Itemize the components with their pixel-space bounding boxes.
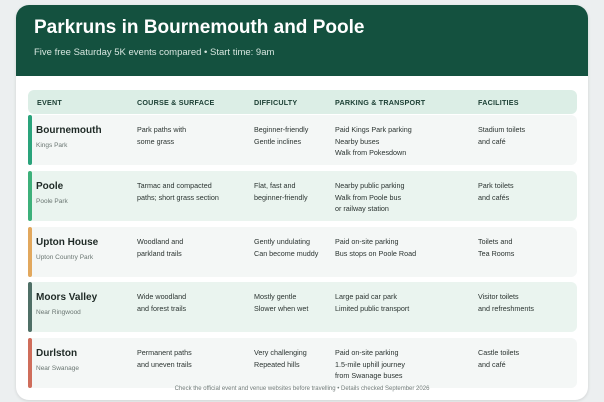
event-location: Kings Park [36,142,68,149]
difficulty-line: Mostly gentle [254,292,297,301]
course-line: Park paths with [137,125,187,134]
course-line: Woodland and [137,237,184,246]
facilities-cell [478,236,514,259]
footer-note: Check the official event and venue websites before travelling • Details checked September 2026 [174,386,430,392]
facilities-cell [478,347,519,370]
column-header-difficulty: DIFFICULTY [254,98,298,107]
course-cell [137,124,186,147]
event-location: Poole Park [36,198,68,205]
page-subtitle: Five free Saturday 5K events compared • Start time: 9am [34,47,275,58]
column-header-row [28,90,577,114]
facilities-line: and cafés [478,192,510,202]
parking-line: from Swanage buses [335,371,403,380]
parking-cell [335,291,409,314]
course-line: parkland trails [137,248,182,258]
event-accent-bar [28,338,32,388]
parking-line: Nearby public parking [335,181,405,190]
event-accent-bar [28,227,32,277]
course-line: Permanent paths [137,348,192,357]
course-line: Wide woodland [137,292,187,301]
difficulty-line: Gentle inclines [254,136,302,146]
difficulty-line: Gently undulating [254,237,310,246]
course-cell [137,180,219,203]
difficulty-line: Very challenging [254,348,307,357]
event-row [28,338,577,388]
difficulty-line: Beginner-friendly [254,125,309,134]
parking-line: Nearby buses [335,136,380,146]
event-name: Moors Valley [36,292,98,303]
event-row [28,227,577,277]
event-row [28,282,577,332]
difficulty-line: Slower when wet [254,303,309,313]
parkrun-comparison-card [16,5,588,400]
event-location: Near Ringwood [36,309,81,316]
column-header-course: COURSE & SURFACE [137,98,215,107]
facilities-line: and café [478,359,506,369]
difficulty-cell [254,236,318,259]
facilities-cell [478,291,534,314]
facilities-line: Stadium toilets [478,125,526,134]
facilities-cell [478,180,514,203]
difficulty-line: Repeated hills [254,359,300,369]
parking-cell [335,236,416,259]
course-line: Tarmac and compacted [137,181,212,190]
course-line: and forest trails [137,303,187,313]
event-name: Upton House [36,237,99,248]
event-location: Upton Country Park [36,254,94,261]
parking-line: or railway station [335,204,389,213]
page-title: Parkruns in Bournemouth and Poole [34,17,365,38]
facilities-line: Castle toilets [478,348,520,357]
difficulty-line: beginner-friendly [254,192,308,202]
facilities-line: Park toilets [478,181,514,190]
parking-cell [335,180,405,215]
course-line: and uneven trails [137,359,192,369]
parking-line: 1.5-mile uphill journey [335,359,405,369]
event-accent-bar [28,282,32,332]
course-cell [137,236,183,259]
header-banner [16,5,588,76]
difficulty-cell [254,180,308,203]
parking-line: Paid Kings Park parking [335,125,412,134]
column-header-facilities: FACILITIES [478,98,519,107]
difficulty-cell [254,124,308,147]
parking-line: Paid on-site parking [335,348,399,357]
difficulty-line: Can become muddy [254,248,319,258]
column-header-parking: PARKING & TRANSPORT [335,98,426,107]
parking-cell [335,124,412,159]
facilities-line: Toilets and [478,237,513,246]
event-row [28,171,577,221]
facilities-line: Tea Rooms [478,248,515,258]
course-cell [137,347,192,370]
event-name: Poole [36,181,64,192]
facilities-line: and refreshments [478,303,534,313]
event-accent-bar [28,171,32,221]
parking-cell [335,347,405,382]
course-cell [137,291,186,314]
parking-line: Walk from Poole bus [335,192,402,202]
parking-line: Large paid car park [335,292,397,301]
column-header-event: EVENT [37,98,62,107]
difficulty-cell [254,347,307,370]
event-name: Durlston [36,348,78,359]
event-location: Near Swanage [36,365,79,372]
facilities-cell [478,124,525,147]
parking-line: Bus stops on Poole Road [335,248,417,258]
course-line: some grass [137,136,175,146]
event-accent-bar [28,115,32,165]
facilities-line: and café [478,136,506,146]
difficulty-line: Flat, fast and [254,181,296,190]
event-row [28,115,577,165]
difficulty-cell [254,291,308,314]
parking-line: Paid on-site parking [335,237,399,246]
parking-line: Walk from Pokesdown [335,148,407,157]
course-line: paths; short grass section [137,192,219,202]
parking-line: Limited public transport [335,303,410,313]
event-name: Bournemouth [36,125,102,136]
facilities-line: Visitor toilets [478,292,519,301]
